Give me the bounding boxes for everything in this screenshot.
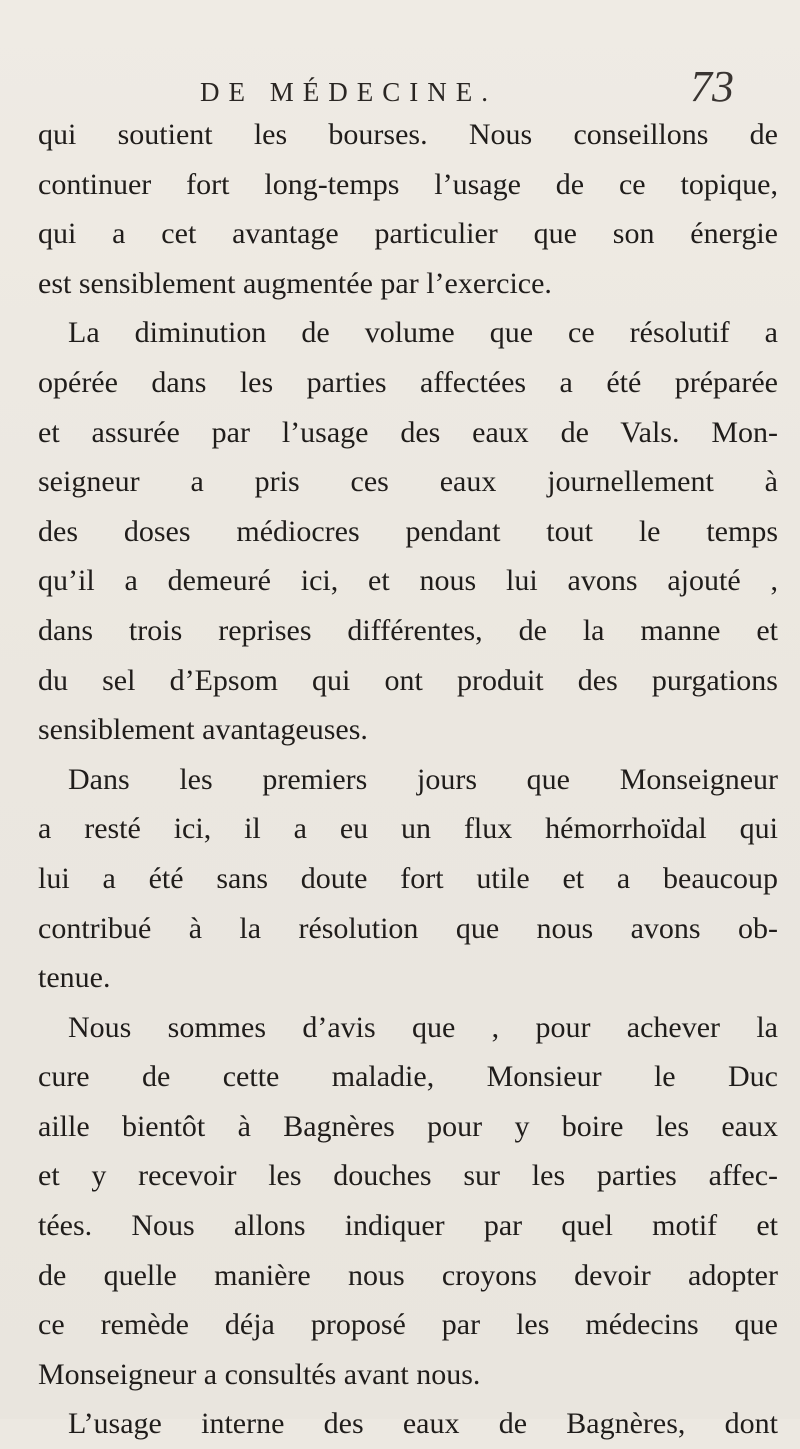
paragraph-start-line: L’usage interne des eaux de Bagnères, dont <box>68 1407 778 1441</box>
text-line: seigneur a pris ces eaux journellement à <box>38 465 778 499</box>
text-line: qui soutient les bourses. Nous conseillons de <box>38 118 778 151</box>
text-line: tenue. <box>38 961 111 995</box>
text-line: est sensiblement augmentée par l’exercice. <box>38 266 552 300</box>
text-line: ce remède déja proposé par les médecins que <box>38 1308 778 1342</box>
text-line: sensiblement avantageuses. <box>38 713 368 747</box>
paragraph-start-line: Nous sommes d’avis que , pour achever la <box>68 1010 778 1044</box>
paragraph-start-line: La diminution de volume que ce résolutif a <box>68 316 778 350</box>
text-line: cure de cette maladie, Monsieur le Duc <box>38 1060 778 1094</box>
text-line: des doses médiocres pendant tout le temps <box>38 514 778 548</box>
text-line: dans trois reprises différentes, de la manne et <box>38 613 778 647</box>
text-line: aille bientôt à Bagnères pour y boire les eaux <box>38 1109 778 1143</box>
text-line: et assurée par l’usage des eaux de Vals. Mon- <box>38 415 778 449</box>
text-line: Monseigneur a consultés avant nous. <box>38 1357 481 1391</box>
body-text <box>38 110 778 1449</box>
page-number: 73 <box>690 62 734 111</box>
text-line: et y recevoir les douches sur les parties affec- <box>38 1159 778 1193</box>
text-line: qu’il a demeuré ici, et nous lui avons ajouté , <box>38 564 778 598</box>
text-line: qui a cet avantage particulier que son énergie <box>38 217 778 251</box>
text-line: continuer fort long-temps l’usage de ce topique, <box>38 167 778 201</box>
text-line: tées. Nous allons indiquer par quel motif et <box>38 1209 778 1243</box>
text-line: opérée dans les parties affectées a été préparée <box>38 365 778 399</box>
paragraph-start-line: Dans les premiers jours que Monseigneur <box>68 762 778 796</box>
text-line: a resté ici, il a eu un flux hémorrhoïdal qui <box>38 812 778 846</box>
running-title: DE MÉDECINE. <box>200 77 497 107</box>
text-line: lui a été sans doute fort utile et a beaucoup <box>38 861 778 895</box>
text-line: de quelle manière nous croyons devoir adopter <box>38 1258 778 1292</box>
text-line: contribué à la résolution que nous avons ob- <box>38 911 778 945</box>
text-line: du sel d’Epsom qui ont produit des purgations <box>38 663 778 697</box>
